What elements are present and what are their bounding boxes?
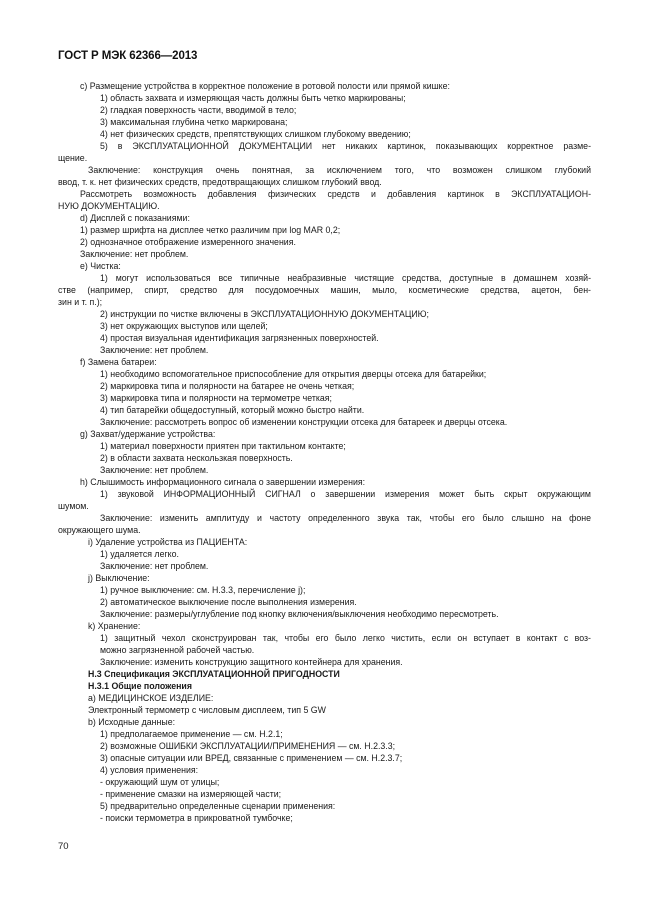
list-item-e: e) Чистка: xyxy=(80,261,121,271)
list-item-k: k) Хранение: xyxy=(88,621,141,631)
list-subitem: 1) звуковой ИНФОРМАЦИОННЫЙ СИГНАЛ о завершении измерения может быть скрыт окружающим xyxy=(100,489,591,499)
text-continuation: окружающего шума. xyxy=(58,525,141,535)
section-heading: Н.3 Спецификация ЭКСПЛУАТАЦИОННОЙ ПРИГОДНОСТИ xyxy=(88,669,340,679)
list-subitem: 3) опасные ситуации или ВРЕД, связанные с применением — см. Н.2.3.7; xyxy=(100,753,403,763)
list-subitem: 3) нет окружающих выступов или щелей; xyxy=(100,321,268,331)
conclusion-text: Заключение: нет проблем. xyxy=(100,345,209,355)
list-subitem: 2) инструкции по чистке включены в ЭКСПЛУАТАЦИОННУЮ ДОКУМЕНТАЦИЮ; xyxy=(100,309,429,319)
list-subitem: 4) условия применения: xyxy=(100,765,199,775)
list-subitem: 1) ручное выключение: см. Н.3.3, перечисление j); xyxy=(100,585,306,595)
list-subitem: - окружающий шум от улицы; xyxy=(100,777,220,787)
conclusion-text: Заключение: изменить конструкцию защитного контейнера для хранения. xyxy=(100,657,403,667)
conclusion-text: Заключение: рассмотреть вопрос об изменении конструкции отсека для батареек и дверцы отсека. xyxy=(100,417,508,427)
paragraph-text: Электронный термометр с числовым дисплеем, тип 5 GW xyxy=(88,705,326,715)
list-subitem: 2) автоматическое выключение после выполнения измерения. xyxy=(100,597,357,607)
list-subitem: 3) маркировка типа и полярности на термометре четкая; xyxy=(100,393,332,403)
list-item-b: b) Исходные данные: xyxy=(88,717,176,727)
list-item-c: c) Размещение устройства в корректное положение в ротовой полости или прямой кишке: xyxy=(80,81,450,91)
list-subitem: 5) предварительно определенные сценарии применения: xyxy=(100,801,336,811)
text-continuation: щение. xyxy=(58,153,88,163)
list-subitem: 2) гладкая поверхность части, вводимой в тело; xyxy=(100,105,297,115)
list-subitem: 1) могут использоваться все типичные неабразивные чистящие средства, доступные в домашнем хозяй- xyxy=(100,273,591,283)
list-subitem: - поиски термометра в прикроватной тумбочке; xyxy=(100,813,293,823)
list-subitem: 1) удаляется легко. xyxy=(100,549,179,559)
list-subitem: 2) маркировка типа и полярности на батарее не очень четкая; xyxy=(100,381,355,391)
text-continuation: ввод, т. к. нет физических средств, предотвращающих слишком глубокий ввод. xyxy=(58,177,382,187)
list-subitem: 5) в ЭКСПЛУАТАЦИОННОЙ ДОКУМЕНТАЦИИ нет никаких картинок, показывающих корректное разме- xyxy=(100,141,591,151)
list-subitem: 2) в области захвата нескользкая поверхность. xyxy=(100,453,293,463)
conclusion-text: Заключение: нет проблем. xyxy=(100,561,209,571)
list-subitem: 2) возможные ОШИБКИ ЭКСПЛУАТАЦИИ/ПРИМЕНЕНИЯ — см. Н.2.3.3; xyxy=(100,741,396,751)
list-subitem: 1) материал поверхности приятен при тактильном контакте; xyxy=(100,441,346,451)
conclusion-text: Заключение: изменить амплитуду и частоту определенного звука так, чтобы его было слышно на фоне xyxy=(100,513,591,523)
paragraph-text: Рассмотреть возможность добавления физических средств и добавления картинок в ЭКСПЛУАТАЦИОН- xyxy=(80,189,591,199)
list-subitem: - применение смазки на измеряющей части; xyxy=(100,789,282,799)
text-continuation: зин и т. п.); xyxy=(58,297,103,307)
conclusion-text: Заключение: нет проблем. xyxy=(80,249,189,259)
list-subitem: 3) максимальная глубина четко маркирована; xyxy=(100,117,288,127)
list-subitem: 4) простая визуальная идентификация загрязненных поверхностей. xyxy=(100,333,379,343)
text-continuation: можно загрязненной рабочей частью. xyxy=(100,645,255,655)
list-subitem: 1) необходимо вспомогательное приспособление для открытия дверцы отсека для батарейки; xyxy=(100,369,487,379)
page-body xyxy=(58,80,591,824)
conclusion-text: Заключение: конструкция очень понятная, за исключением того, что возможен слишком глубокий xyxy=(88,165,591,175)
list-subitem: 1) область захвата и измеряющая часть должны быть четко маркированы; xyxy=(100,93,406,103)
text-continuation: шумом. xyxy=(58,501,89,511)
text-continuation: НУЮ ДОКУМЕНТАЦИЮ. xyxy=(58,201,160,211)
text-continuation: стве (например, спирт, средство для посудомоечных машин, мыло, косметические средства, ацетон, бен- xyxy=(58,285,591,295)
list-item-j: j) Выключение: xyxy=(88,573,150,583)
list-subitem: 1) предполагаемое применение — см. Н.2.1; xyxy=(100,729,283,739)
page-number: 70 xyxy=(58,841,69,852)
conclusion-text: Заключение: размеры/углубление под кнопку включения/выключения необходимо пересмотреть. xyxy=(100,609,499,619)
list-item-a: a) МЕДИЦИНСКОЕ ИЗДЕЛИЕ: xyxy=(88,693,214,703)
conclusion-text: Заключение: нет проблем. xyxy=(100,465,209,475)
list-subitem: 4) нет физических средств, препятствующих слишком глубокому введению; xyxy=(100,129,411,139)
list-item-d: d) Дисплей с показаниями: xyxy=(80,213,190,223)
list-item-g: g) Захват/удержание устройства: xyxy=(80,429,216,439)
list-item-i: i) Удаление устройства из ПАЦИЕНТА: xyxy=(88,537,248,547)
list-subitem: 4) тип батарейки общедоступный, который можно быстро найти. xyxy=(100,405,365,415)
list-item-f: f) Замена батареи: xyxy=(80,357,157,367)
list-subitem: 1) размер шрифта на дисплее четко различим при log MAR 0,2; xyxy=(80,225,341,235)
list-subitem: 2) однозначное отображение измеренного значения. xyxy=(80,237,296,247)
list-item-h: h) Слышимость информационного сигнала о завершении измерения: xyxy=(80,477,366,487)
running-header: ГОСТ Р МЭК 62366—2013 xyxy=(58,50,198,62)
list-subitem: 1) защитный чехол сконструирован так, чтобы его было легко чистить, если он вступает в контакт с воз- xyxy=(100,633,591,643)
subsection-heading: Н.3.1 Общие положения xyxy=(88,681,192,691)
